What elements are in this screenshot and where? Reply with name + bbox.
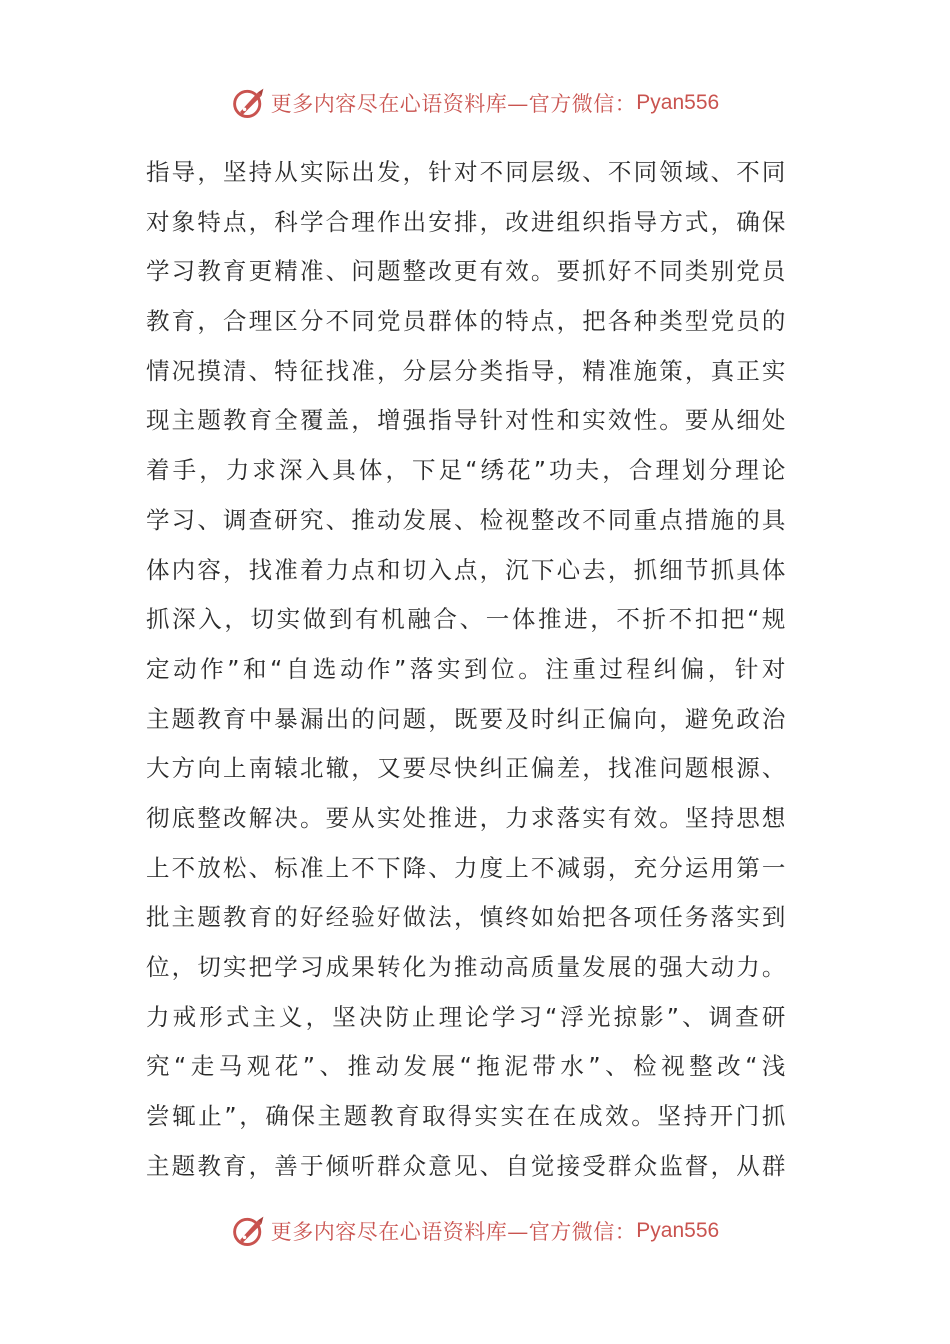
pen-nib-logo-icon: [231, 85, 267, 121]
text-line: 现主题教育全覆盖，增强指导针对性和实效性。要从细处: [146, 406, 786, 435]
text-line: 对象特点，科学合理作出安排，改进组织指导方式，确保: [146, 207, 786, 236]
header-wechat-id: Pyan556: [636, 91, 720, 114]
text-line: 尝辄止”，确保主题教育取得实实在在成效。坚持开门抓: [146, 1102, 786, 1131]
text-line: 位，切实把学习成果转化为推动高质量发展的强大动力。: [146, 953, 786, 981]
text-line: 力戒形式主义，坚决防止理论学习“浮光掠影”、调查研: [146, 1002, 786, 1031]
footer-wechat-id: Pyan556: [636, 1219, 720, 1242]
footer-banner-text: 更多内容尽在心语资料库—官方微信：: [270, 1220, 637, 1244]
body-text: [146, 148, 786, 1191]
text-line: 大方向上南辕北辙，又要尽快纠正偏差，找准问题根源、: [146, 754, 786, 783]
text-line: 上不放松、标准上不下降、力度上不减弱，充分运用第一: [146, 853, 786, 882]
text-line: 主题教育，善于倾听群众意见、自觉接受群众监督，从群: [146, 1151, 786, 1180]
text-line: 学习教育更精准、问题整改更有效。要抓好不同类别党员: [146, 257, 786, 286]
text-line: 教育，合理区分不同党员群体的特点，把各种类型党员的: [146, 307, 786, 336]
text-line: 学习、调查研究、推动发展、检视整改不同重点措施的具: [146, 505, 786, 534]
text-line: 彻底整改解决。要从实处推进，力求落实有效。坚持思想: [146, 803, 786, 832]
text-line: 定动作”和“自选动作”落实到位。注重过程纠偏，针对: [146, 654, 786, 683]
text-line: 指导，坚持从实际出发，针对不同层级、不同领域、不同: [146, 158, 786, 186]
text-line: 抓深入，切实做到有机融合、一体推进，不折不扣把“规: [146, 605, 786, 634]
header-banner-text: 更多内容尽在心语资料库—官方微信：: [270, 92, 637, 116]
text-line: 着手，力求深入具体，下足“绣花”功夫，合理划分理论: [146, 456, 786, 485]
text-line: 究“走马观花”、推动发展“拖泥带水”、检视整改“浅: [146, 1052, 786, 1081]
text-line: 体内容，找准着力点和切入点，沉下心去，抓细节抓具体: [146, 555, 786, 584]
pen-nib-logo-icon: [231, 1213, 267, 1249]
text-line: 批主题教育的好经验好做法，慎终如始把各项任务落实到: [146, 903, 786, 932]
text-line: 主题教育中暴漏出的问题，既要及时纠正偏向，避免政治: [146, 704, 786, 733]
footer-banner: [0, 1211, 950, 1251]
text-line: 情况摸清、特征找准，分层分类指导，精准施策，真正实: [146, 356, 786, 385]
header-banner: [0, 83, 950, 123]
